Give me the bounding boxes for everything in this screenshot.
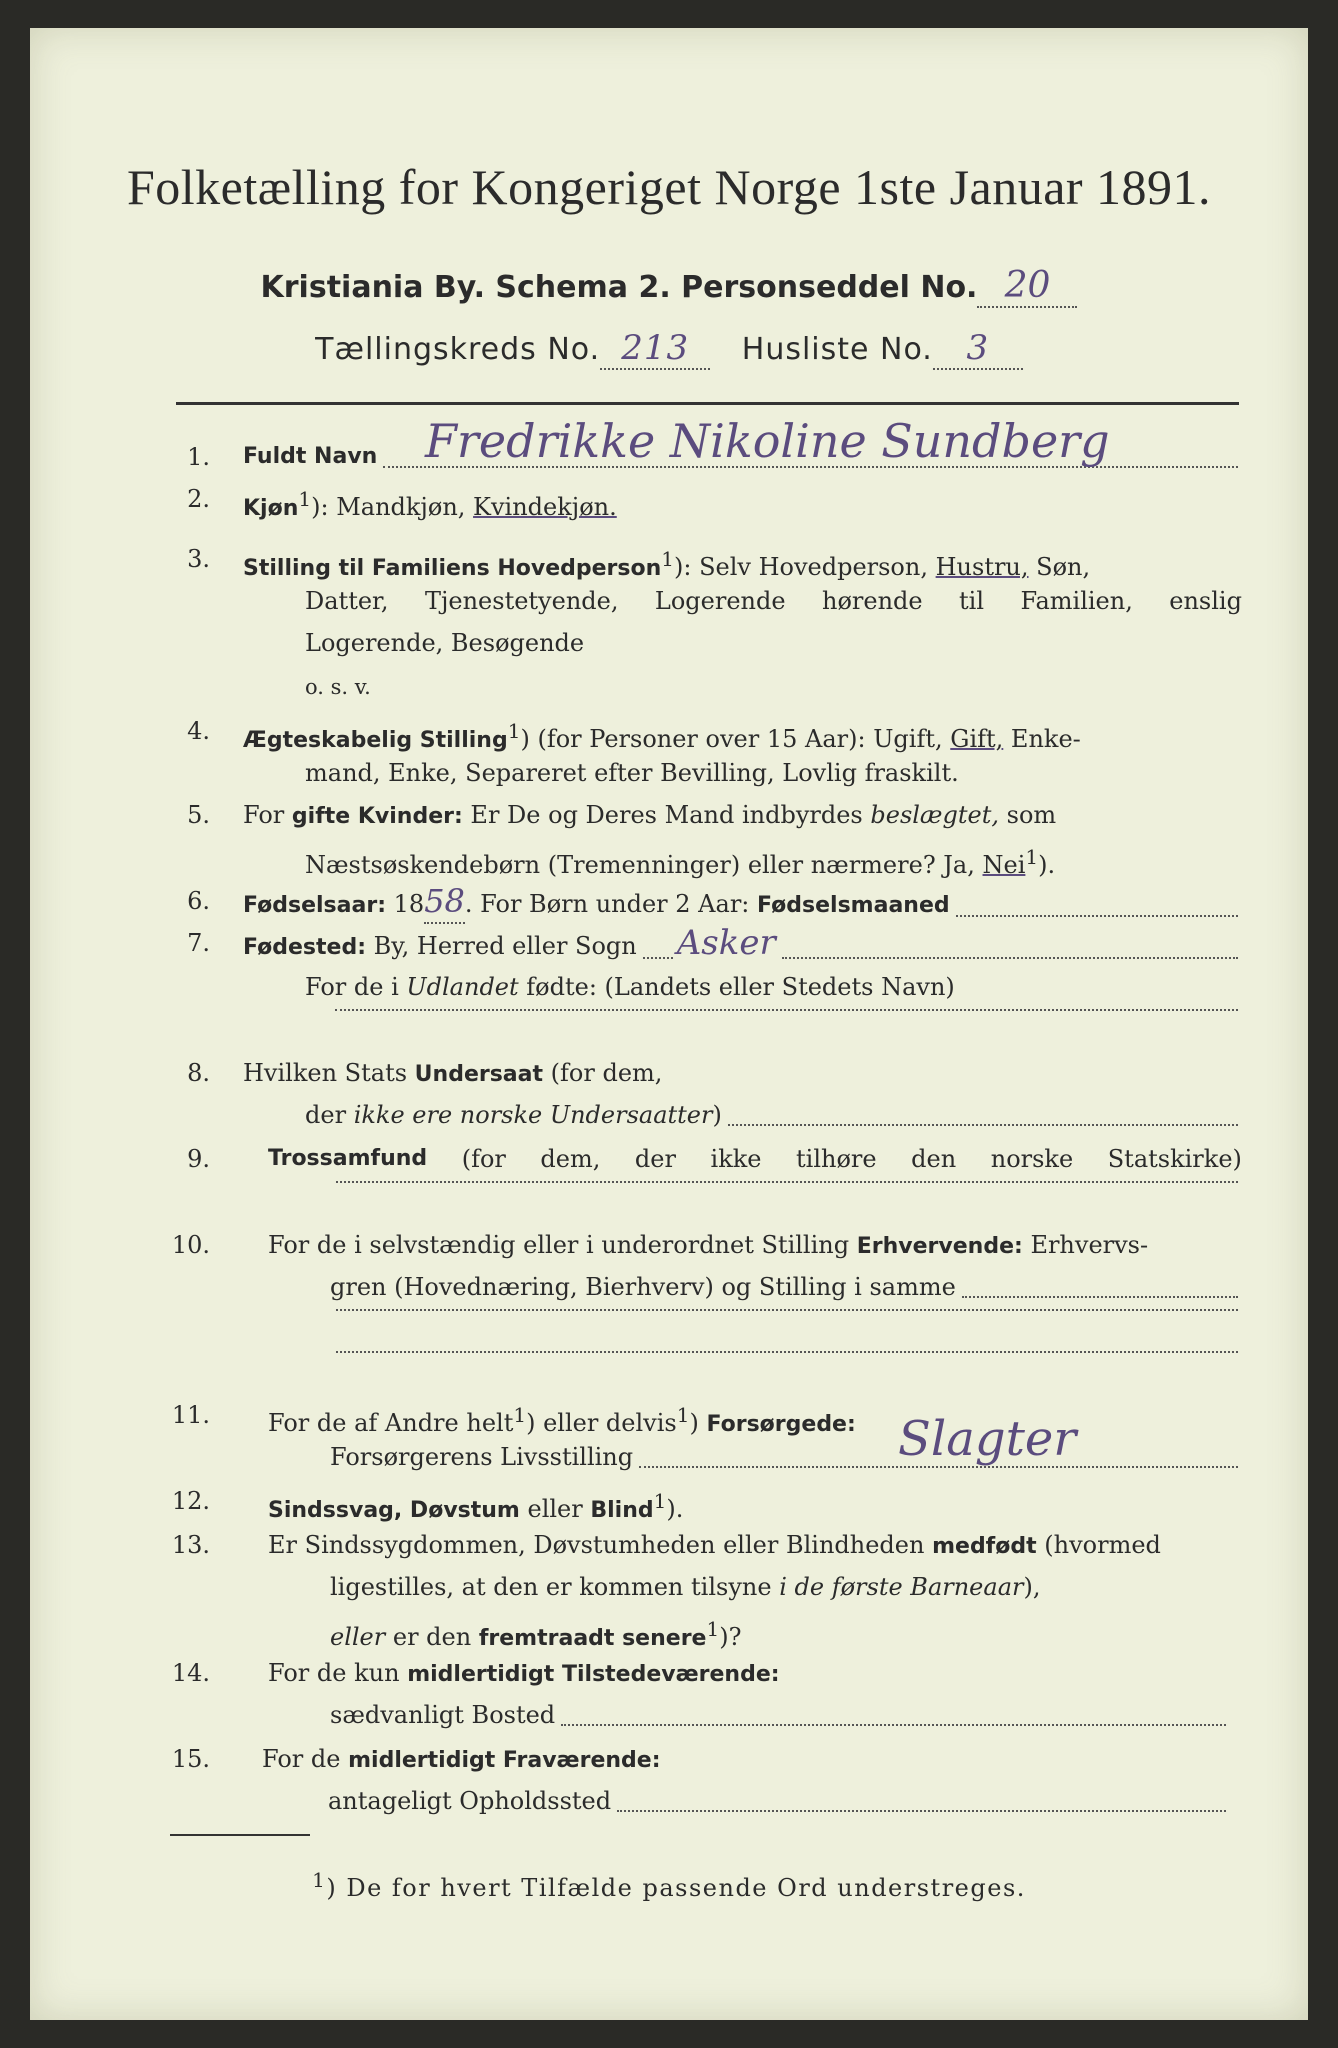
item-13: 13. Er Sindssygdommen, Døvstumheden eller Blindheden medfødt (hvormed [171, 1531, 1161, 1559]
relation-selected: Hustru, [935, 553, 1029, 581]
gender-selected: Kvindekjøn. [473, 493, 617, 521]
related-selected: Nei [982, 851, 1026, 879]
item-14: 14. For de kun midlertidigt Tilstedeværende: [171, 1659, 780, 1687]
item-8: 8. Hvilken Stats Undersaat (for dem, [187, 1059, 663, 1087]
item-1: 1. Fuldt Navn Fredrikke Nikoline Sundberg [30, 436, 1308, 478]
footnote: $^1$) De for hvert Tilfælde passende Ord understreges. [312, 1868, 1026, 1902]
item-3: 3. Stilling til Familiens Hovedperson$^1$): Selv Hovedperson, Hustru, Søn, [187, 545, 1091, 581]
item-12: 12. Sindssvag, Døvstum eller Blind$^1$). [171, 1487, 684, 1523]
item-5: 5. For gifte Kvinder: Er De og Deres Mand indbyrdes beslægtet, som [187, 801, 1057, 829]
birthplace-value: Asker [676, 923, 776, 963]
item-6: 6. Fødselsaar: 18 58 . For Børn under 2 Aar: Fødselsmaaned [30, 880, 1308, 922]
item-2: 2. Kjøn$^1$): Mandkjøn, Kvindekjøn. [187, 485, 617, 521]
item-11: 11. For de af Andre helt$^1$) eller delvis$^1$) Forsørgede: [171, 1401, 856, 1437]
form-title: Folketælling for Kongeriget Norge 1ste Januar 1891. [126, 159, 1212, 215]
item-9: 9. Trossamfund (for dem, der ikke tilhøre den norske Statskirke) [187, 1145, 1242, 1173]
birth-year-value: 58 [424, 880, 465, 924]
item-10: 10. For de i selvstændig eller i underordnet Stilling Erhvervende: Erhvervs- [171, 1231, 1149, 1259]
personseddel-number: 20 [1004, 265, 1051, 306]
provider-occupation-value: Slagter [898, 1411, 1077, 1467]
item-4: 4. Ægteskabelig Stilling$^1$) (for Personer over 15 Aar): Ugift, Gift, Enke- [187, 717, 1081, 753]
item-15: 15. For de midlertidigt Fraværende: [171, 1745, 661, 1773]
marital-selected: Gift, [950, 725, 1004, 753]
footnote-divider [170, 1834, 310, 1836]
kreds-number: 213 [621, 328, 690, 368]
census-form-page: Folketælling for Kongeriget Norge 1ste Januar 1891. Kristiania By. Schema 2. Personseddel No. 20 Tællingskreds No. 213 Husliste No. 3 1. Fuldt Navn Fredrikke Nikoline Sundberg 2. Kjøn$^1$): Mandkjøn, Kvindekjøn. 3. Stilling til Familiens Hovedperson$^1$): Selv Hovedperson, Hustru, Søn, Datter, Tjenestetyende, Logerende hørende til Familien, enslig Logerende, Besøgende o. s. v. 4. Ægteskabelig Stilling$^1$) (for Personer over 15 Aar): Ugift, Gift, Enke- mand, Enke, Separeret efter Bevilling, Lovlig fraskilt. 5. For gifte Kvinder: Er De og Deres Mand indbyrdes beslægtet, som Næstsøskendebørn (Tremenninger) eller nærmere? Ja, Nei$^1$). 6. Fødselsaar: 18 58 . For Børn under 2 Aar: Fødselsmaaned 7. Fødested: By, Herred eller Sogn Asker For de i Udlandet fødte: (Landets eller Stedets Navn) 8. Hvilken Stats Undersaat (for dem, der ikke ere norske Undersaatter ) 9. Trossamfund (for dem, der ikke tilhøre den norske Statskirke) 10. For de i selvstændig eller i underordnet Stilling Erhvervende: Erhvervs- gren (Hovednæring, Bierhverv) og Stilling i samme 11. For de af Andre helt$^1$) eller delvis$^1$) Forsørgede: Forsørgerens Livsstilling Slagter 12. Sindssvag, Døvstum eller Blind$^1$). 13. Er Sindssygdommen, Døvstumheden eller Blindheden medfødt (hvormed ligestilles, at den er kommen tilsyne i de første Barneaar), eller er den fremtraadt senere$^1$)? 14. For de kun midlertidigt Tilstedeværende: sædvanligt Bosted 15. For de midlertidigt Fraværende: antageligt Opholdssted $^1$) De for hvert Tilfælde passende Ord understreges. [30, 28, 1308, 2020]
full-name-value: Fredrikke Nikoline Sundberg [425, 414, 1110, 468]
form-subtitle: Kristiania By. Schema 2. Personseddel No. 20 [30, 265, 1308, 308]
item-7: 7. Fødested: By, Herred eller Sogn Asker [30, 922, 1308, 964]
form-kreds-line: Tællingskreds No. 213 Husliste No. 3 [30, 328, 1308, 370]
husliste-number: 3 [966, 328, 990, 368]
header-divider [176, 402, 1239, 405]
